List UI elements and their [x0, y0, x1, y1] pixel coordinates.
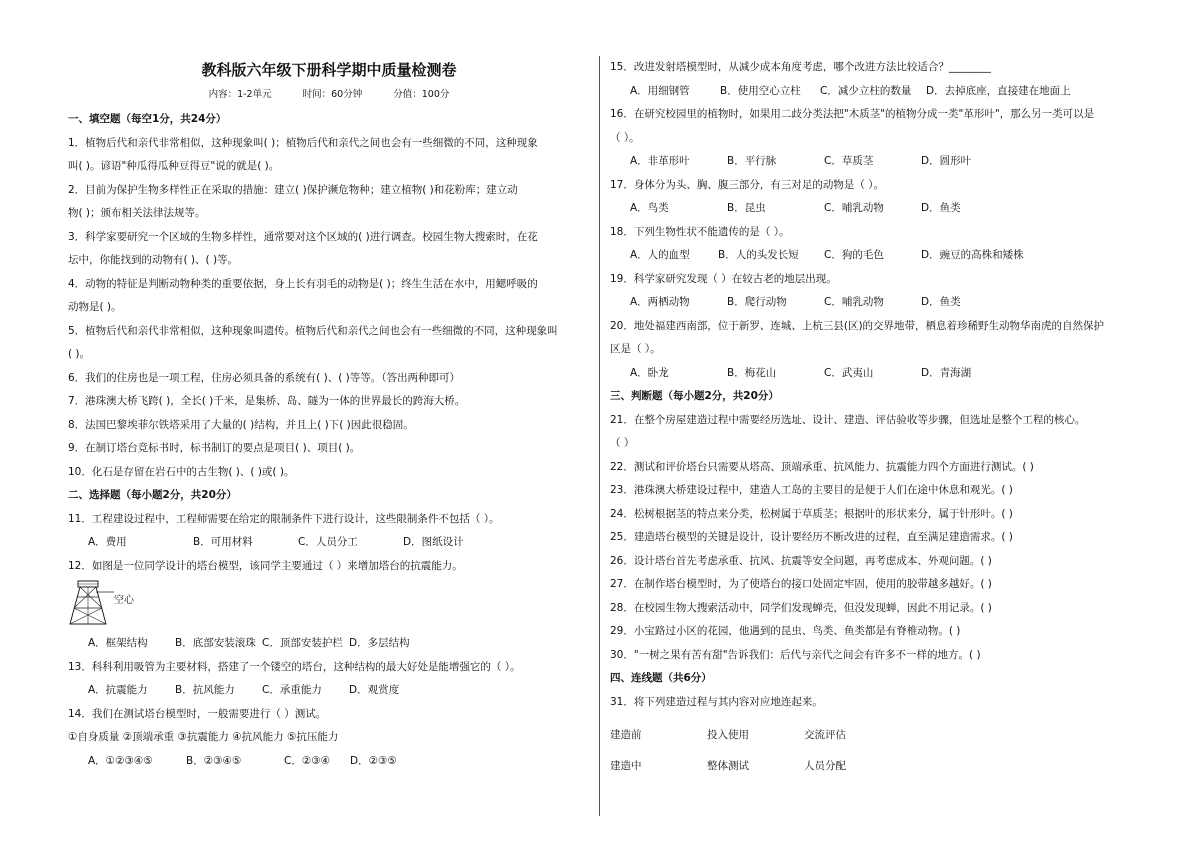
- question-16-options: [610, 150, 1140, 174]
- question-12: 12．如图是一位同学设计的塔台模型，该同学主要通过（ ）来增加塔台的抗震能力。: [68, 559, 463, 572]
- question-29: 29．小宝路过小区的花园，他遇到的昆虫、鸟类、鱼类都是有脊椎动物。( ): [610, 625, 961, 637]
- question-2-line2: 物( )；颁布相关法律法规等。: [68, 207, 206, 219]
- option-a: A．框架结构: [88, 637, 148, 649]
- question-18-options: [610, 244, 1140, 268]
- option-b: B．②③④⑤: [186, 754, 242, 767]
- question-31: 31．将下列建造过程与其内容对应地连起来。: [610, 695, 823, 708]
- question-25: 25．建造塔台模型的关键是设计，设计要经历不断改进的过程，直至满足建造需求。( ): [610, 531, 1013, 543]
- question-3-line1: 3．科学家要研究一个区域的生物多样性，通常要对这个区域的( )进行调查。校园生物大搜索时，在花: [68, 230, 538, 243]
- question-1-line2: 叫( )。谚语"种瓜得瓜种豆得豆"说的就是( )。: [68, 160, 280, 172]
- option-b: B．爬行动物: [727, 296, 787, 308]
- option-a: A．①②③④⑤: [88, 754, 153, 767]
- page-title: 教科版六年级下册科学期中质量检测卷: [201, 61, 457, 79]
- question-17: 17．身体分为头、胸、腹三部分，有三对足的动物是（ ）。: [610, 178, 884, 191]
- question-24: 24．松树根据茎的特点来分类，松树属于草质茎；根据叶的形状来分，属于针形叶。( ): [610, 507, 1013, 520]
- option-a: A．抗震能力: [88, 684, 148, 696]
- question-16-line2: （ ）。: [610, 131, 640, 144]
- question-4-line1: 4．动物的特征是判断动物种类的重要依据，身上长有羽毛的动物是( )；终生生活在水中，用鳃呼吸的: [68, 277, 538, 290]
- option-b: B．昆虫: [727, 202, 766, 214]
- section-heading-true-false: 三、判断题（每小题2分，共20分）: [610, 390, 779, 402]
- question-14-items: ①自身质量 ②顶端承重 ③抗震能力 ④抗风能力 ⑤抗压能力: [68, 731, 339, 743]
- option-d: D．②③⑤: [350, 754, 397, 767]
- question-6: 6．我们的住房也是一项工程，住房必须具备的系统有( )、( )等等。（答出两种即可）: [68, 371, 460, 384]
- question-13: 13．科科利用吸管为主要材料，搭建了一个镂空的塔台，这种结构的最大好处是能增强它的（ ）。: [68, 660, 521, 673]
- option-c: C．武夷山: [824, 366, 874, 379]
- option-c: C．顶部安装护栏: [262, 637, 343, 649]
- option-d: D．图纸设计: [403, 536, 464, 548]
- question-2-line1: 2．目前为保护生物多样性正在采取的措施：建立( )保护濒危物种；建立植物( )和花粉库；建立动: [68, 183, 518, 196]
- meta-time: 时间：60分钟: [302, 89, 363, 100]
- question-22: 22．测试和评价塔台只需要从塔高、顶端承重、抗风能力、抗震能力四个方面进行测试。( ): [610, 460, 1034, 473]
- option-b: B．底部安装滚珠: [175, 637, 256, 649]
- option-c: C．②③④: [284, 754, 331, 767]
- option-c: C．狗的毛色: [824, 249, 884, 261]
- exam-meta: [68, 84, 590, 106]
- section-heading-choice: 二、选择题（每小题2分，共20分）: [68, 489, 237, 501]
- option-a: A．卧龙: [630, 366, 669, 379]
- question-28: 28．在校园生物大搜索活动中，同学们发现蝉壳，但没发现蝉，因此不用记录。( ): [610, 601, 992, 614]
- question-20-line1: 20．地处福建西南部，位于新罗、连城、上杭三县(区)的交界地带，栖息着珍稀野生动物华南虎的自然保护: [610, 319, 1105, 332]
- match-content: 交流评估: [804, 729, 846, 741]
- meta-content: 内容：1-2单元: [208, 89, 272, 100]
- question-4-line2: 动物是( )。: [68, 301, 122, 313]
- question-18: 18．下列生物性状不能遗传的是（ ）。: [610, 225, 790, 238]
- option-a: A．人的血型: [630, 249, 690, 261]
- question-11: 11．工程建设过程中，工程师需要在给定的限制条件下进行设计，这些限制条件不包括（ ）。: [68, 512, 500, 525]
- option-c: C．哺乳动物: [824, 296, 884, 308]
- option-d: D．鱼类: [921, 202, 961, 214]
- question-17-options: [610, 197, 1140, 221]
- right-column: [610, 56, 1140, 782]
- question-21-line1: 21．在整个房屋建造过程中需要经历选址、设计、建造、评估验收等步骤，但选址是整个工程的核心。: [610, 413, 1086, 426]
- matching-row-2: [610, 751, 1140, 782]
- question-21-line2: （ ）: [610, 437, 635, 449]
- option-a: A．非革形叶: [630, 155, 690, 167]
- option-b: B．使用空心立柱: [720, 84, 801, 97]
- meta-score: 分值：100分: [393, 89, 450, 100]
- question-9: 9．在制订塔台竞标书时，标书制订的要点是项目( )、项目( )。: [68, 442, 361, 454]
- option-b: B．可用材料: [193, 536, 253, 548]
- matching-row-1: [610, 720, 1140, 751]
- option-c: C．减少立柱的数量: [820, 84, 912, 97]
- option-c: C．人员分工: [298, 536, 358, 548]
- section-heading-matching: 四、连线题（共6分）: [610, 672, 712, 684]
- tower-label-hollow: 空心: [114, 595, 134, 606]
- question-20-line2: 区是（ ）。: [610, 343, 661, 355]
- question-16-line1: 16．在研究校园里的植物时，如果用二歧分类法把"木质茎"的植物分成一类"革形叶"，那么另一类可以是: [610, 108, 1095, 120]
- option-a: A．费用: [88, 536, 127, 548]
- question-27: 27．在制作塔台模型时，为了使塔台的接口处固定牢固，使用的胶带越多越好。( ): [610, 578, 992, 590]
- match-item: 整体测试: [707, 760, 749, 772]
- section-heading-fill-in: 一、填空题（每空1分，共24分）: [68, 113, 227, 125]
- question-11-options: [68, 531, 590, 555]
- question-15: 15．改进发射塔模型时，从减少成本角度考虑，哪个改进方法比较适合？________: [610, 61, 991, 73]
- option-c: C．承重能力: [262, 684, 322, 696]
- column-divider: [599, 56, 600, 816]
- question-26: 26．设计塔台首先考虑承重、抗风、抗震等安全问题，再考虑成本、外观问题。( ): [610, 554, 992, 567]
- match-content: 人员分配: [804, 760, 846, 772]
- option-a: A．鸟类: [630, 202, 669, 214]
- option-b: B．人的头发长短: [718, 249, 799, 261]
- option-d: D．圆形叶: [921, 155, 972, 167]
- option-d: D．青海湖: [921, 366, 972, 379]
- question-13-options: [68, 679, 590, 703]
- question-10: 10．化石是存留在岩石中的古生物( )、( )或( )。: [68, 465, 295, 478]
- question-3-line2: 坛中，你能找到的动物有( )、( )等。: [68, 254, 239, 266]
- question-19-options: [610, 291, 1140, 315]
- match-stage: 建造中: [610, 760, 642, 772]
- option-d: D．观赏度: [349, 684, 400, 696]
- tower-model-figure: [68, 580, 590, 628]
- option-c: C．哺乳动物: [824, 202, 884, 214]
- question-5-line2: ( )。: [68, 348, 91, 360]
- option-d: D．豌豆的高株和矮株: [921, 249, 1024, 261]
- question-5-line1: 5．植物后代和亲代非常相似，这种现象叫遗传。植物后代和亲代之间也会有一些细微的不同，这种现象叫: [68, 324, 558, 337]
- question-8: 8．法国巴黎埃菲尔铁塔采用了大量的( )结构，并且上( )下( )因此很稳固。: [68, 418, 414, 431]
- option-b: B．梅花山: [727, 366, 777, 379]
- option-b: B．平行脉: [727, 155, 777, 167]
- option-b: B．抗风能力: [175, 684, 235, 696]
- question-14: 14．我们在测试塔台模型时，一般需要进行（ ）测试。: [68, 707, 327, 720]
- option-d: D．多层结构: [349, 637, 410, 649]
- question-20-options: [610, 362, 1140, 386]
- question-14-options: [68, 750, 590, 774]
- option-a: A．用细钢管: [630, 84, 690, 97]
- question-19: 19．科学家研究发现（ ）在较古老的地层出现。: [610, 272, 837, 285]
- question-23: 23．港珠澳大桥建设过程中，建造人工岛的主要目的是便于人们在途中休息和观光。( ): [610, 484, 1013, 496]
- question-7: 7．港珠澳大桥飞跨( )，全长( )千米，是集桥、岛、隧为一体的世界最长的跨海大桥。: [68, 395, 466, 407]
- tower-diagram-icon: [68, 580, 114, 628]
- question-30: 30．"一树之果有苦有甜"告诉我们：后代与亲代之间会有许多不一样的地方。( ): [610, 648, 981, 661]
- question-1-line1: 1．植物后代和亲代非常相似，这种现象叫( )；植物后代和亲代之间也会有一些细微的不同，这种现象: [68, 136, 538, 149]
- option-a: A．两栖动物: [630, 296, 690, 308]
- option-d: D．鱼类: [921, 296, 961, 308]
- match-item: 投入使用: [707, 729, 749, 741]
- question-12-options: [68, 632, 590, 656]
- option-d: D．去掉底座，直接建在地面上: [926, 84, 1071, 97]
- question-15-options: [610, 80, 1140, 104]
- option-c: C．草质茎: [824, 155, 874, 167]
- match-stage: 建造前: [610, 729, 642, 741]
- left-column: [68, 56, 590, 773]
